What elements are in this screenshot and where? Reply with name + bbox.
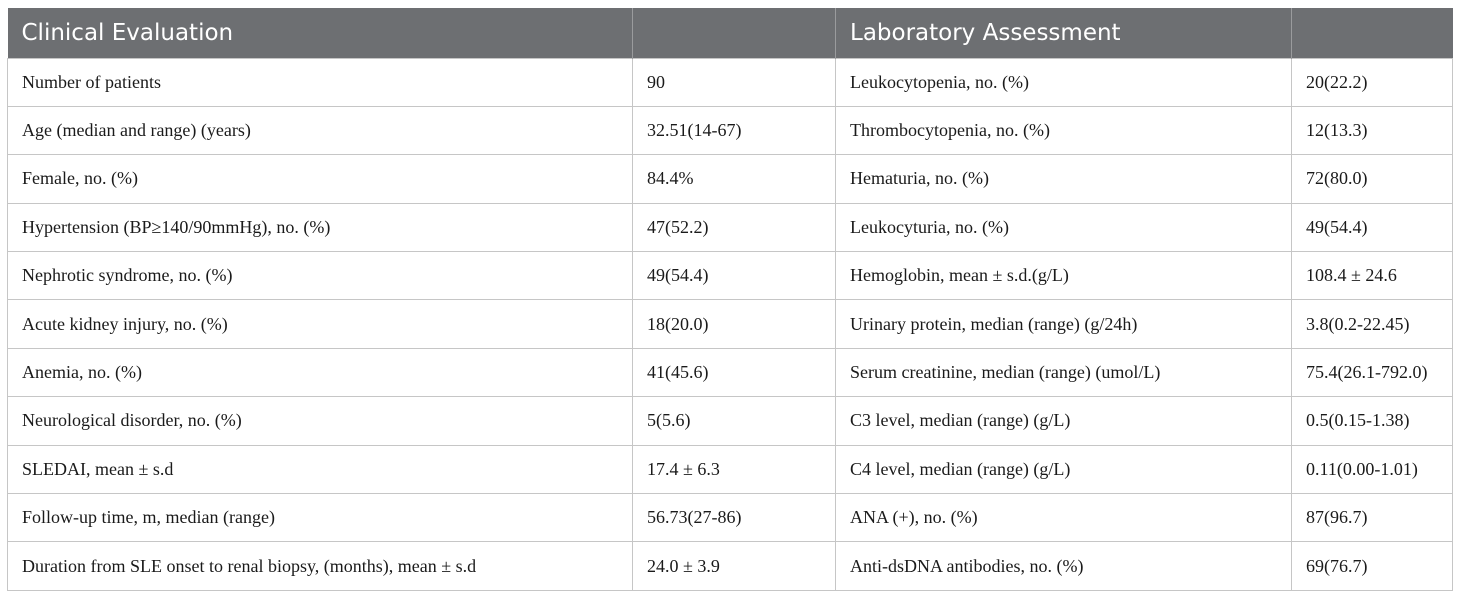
clinical-value: 18(20.0): [633, 300, 836, 348]
laboratory-value: 69(76.7): [1292, 542, 1453, 590]
laboratory-value: 72(80.0): [1292, 155, 1453, 203]
laboratory-item: Hemoglobin, mean ± s.d.(g/L): [836, 252, 1292, 300]
laboratory-value: 49(54.4): [1292, 203, 1453, 251]
table-row: [8, 494, 1453, 542]
table-body: [8, 58, 1453, 590]
laboratory-item: Urinary protein, median (range) (g/24h): [836, 300, 1292, 348]
laboratory-item: ANA (+), no. (%): [836, 494, 1292, 542]
laboratory-value: 0.5(0.15-1.38): [1292, 397, 1453, 445]
table-container: [7, 8, 1452, 591]
laboratory-value: 3.8(0.2-22.45): [1292, 300, 1453, 348]
laboratory-item: Anti-dsDNA antibodies, no. (%): [836, 542, 1292, 590]
table-row: [8, 58, 1453, 106]
header-row: [8, 8, 1453, 58]
header-clinical-value: [633, 8, 836, 58]
table-row: [8, 445, 1453, 493]
clinical-item: Age (median and range) (years): [8, 106, 633, 154]
laboratory-value: 75.4(26.1-792.0): [1292, 348, 1453, 396]
clinical-item: Duration from SLE onset to renal biopsy, (months), mean ± s.d: [8, 542, 633, 590]
header-clinical-evaluation: Clinical Evaluation: [8, 8, 633, 58]
laboratory-value: 12(13.3): [1292, 106, 1453, 154]
clinical-item: Follow-up time, m, median (range): [8, 494, 633, 542]
clinical-item: Number of patients: [8, 58, 633, 106]
header-laboratory-assessment: Laboratory Assessment: [836, 8, 1292, 58]
laboratory-item: Thrombocytopenia, no. (%): [836, 106, 1292, 154]
laboratory-item: C4 level, median (range) (g/L): [836, 445, 1292, 493]
clinical-value: 49(54.4): [633, 252, 836, 300]
clinical-item: Neurological disorder, no. (%): [8, 397, 633, 445]
laboratory-value: 0.11(0.00-1.01): [1292, 445, 1453, 493]
table-row: [8, 542, 1453, 590]
clinical-item: Acute kidney injury, no. (%): [8, 300, 633, 348]
laboratory-value: 20(22.2): [1292, 58, 1453, 106]
clinical-item: Anemia, no. (%): [8, 348, 633, 396]
clinical-value: 84.4%: [633, 155, 836, 203]
clinical-value: 47(52.2): [633, 203, 836, 251]
clinical-item: Female, no. (%): [8, 155, 633, 203]
header-laboratory-value: [1292, 8, 1453, 58]
laboratory-value: 87(96.7): [1292, 494, 1453, 542]
table-row: [8, 397, 1453, 445]
clinical-item: SLEDAI, mean ± s.d: [8, 445, 633, 493]
clinical-value: 17.4 ± 6.3: [633, 445, 836, 493]
table-row: [8, 106, 1453, 154]
table-row: [8, 203, 1453, 251]
laboratory-value: 108.4 ± 24.6: [1292, 252, 1453, 300]
clinical-value: 5(5.6): [633, 397, 836, 445]
clinical-item: Hypertension (BP≥140/90mmHg), no. (%): [8, 203, 633, 251]
table-row: [8, 155, 1453, 203]
laboratory-item: Hematuria, no. (%): [836, 155, 1292, 203]
clinical-value: 56.73(27-86): [633, 494, 836, 542]
laboratory-item: Serum creatinine, median (range) (umol/L): [836, 348, 1292, 396]
table-row: [8, 348, 1453, 396]
laboratory-item: C3 level, median (range) (g/L): [836, 397, 1292, 445]
clinical-item: Nephrotic syndrome, no. (%): [8, 252, 633, 300]
clinical-value: 24.0 ± 3.9: [633, 542, 836, 590]
clinical-value: 32.51(14-67): [633, 106, 836, 154]
clinical-lab-table: [7, 8, 1453, 591]
clinical-value: 90: [633, 58, 836, 106]
clinical-value: 41(45.6): [633, 348, 836, 396]
table-row: [8, 252, 1453, 300]
table-row: [8, 300, 1453, 348]
laboratory-item: Leukocytopenia, no. (%): [836, 58, 1292, 106]
laboratory-item: Leukocyturia, no. (%): [836, 203, 1292, 251]
table-header: [8, 8, 1453, 58]
